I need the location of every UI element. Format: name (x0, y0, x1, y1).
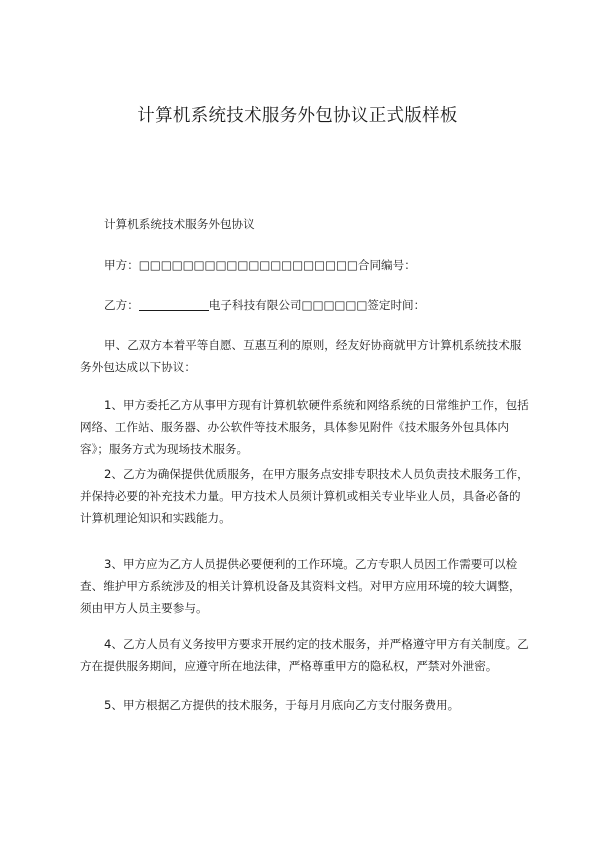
document-title: 计算机系统技术服务外包协议正式版样板 (137, 106, 458, 126)
agreement-subtitle: 计算机系统技术服务外包协议 (104, 217, 255, 231)
party-b-suffix: 电子科技有限公司□□□□□□签定时间： (208, 298, 426, 312)
party-b-line (80, 294, 530, 316)
clause-4: 4、乙方人员有义务按甲方要求开展约定的技术服务，并严格遵守甲方有关制度。乙方在提供服务期间，应遵守所在地法律，严格尊重甲方的隐私权，严禁对外泄密。 (80, 637, 529, 673)
clause-5: 5、甲方根据乙方提供的技术服务，于每月月底向乙方支付服务费用。 (104, 698, 460, 712)
clause-1: 1、甲方委托乙方从事甲方现有计算机软硬件系统和网络系统的日常维护工作，包括网络、工作站、服务器、办公软件等技术服务，具体参见附件《技术服务外包具体内容》；服务方式为现场技术服务。 (80, 398, 529, 456)
party-b-blank (139, 297, 209, 311)
intro-paragraph: 甲、乙双方本着平等自愿、互惠互利的原则，经友好协商就甲方计算机系统技术服务外包达成以下协议： (80, 338, 522, 374)
party-a-line: 甲方：□□□□□□□□□□□□□□□□□□□□合同编号： (104, 258, 416, 272)
party-b-prefix: 乙方： (104, 298, 139, 312)
clause-3: 3、甲方应为乙方人员提供必要便利的工作环境。乙方专职人员因工作需要可以检查、维护甲方系统涉及的相关计算机设备及其资料文档。对甲方应用环境的较大调整，须由甲方人员主要参与。 (80, 557, 521, 615)
clause-2: 2、乙方为确保提供优质服务，在甲方服务点安排专职技术人员负责技术服务工作，并保持必要的补充技术力量。甲方技术人员须计算机或相关专业毕业人员，具备必备的计算机理论知识和实践能力。 (80, 467, 529, 525)
